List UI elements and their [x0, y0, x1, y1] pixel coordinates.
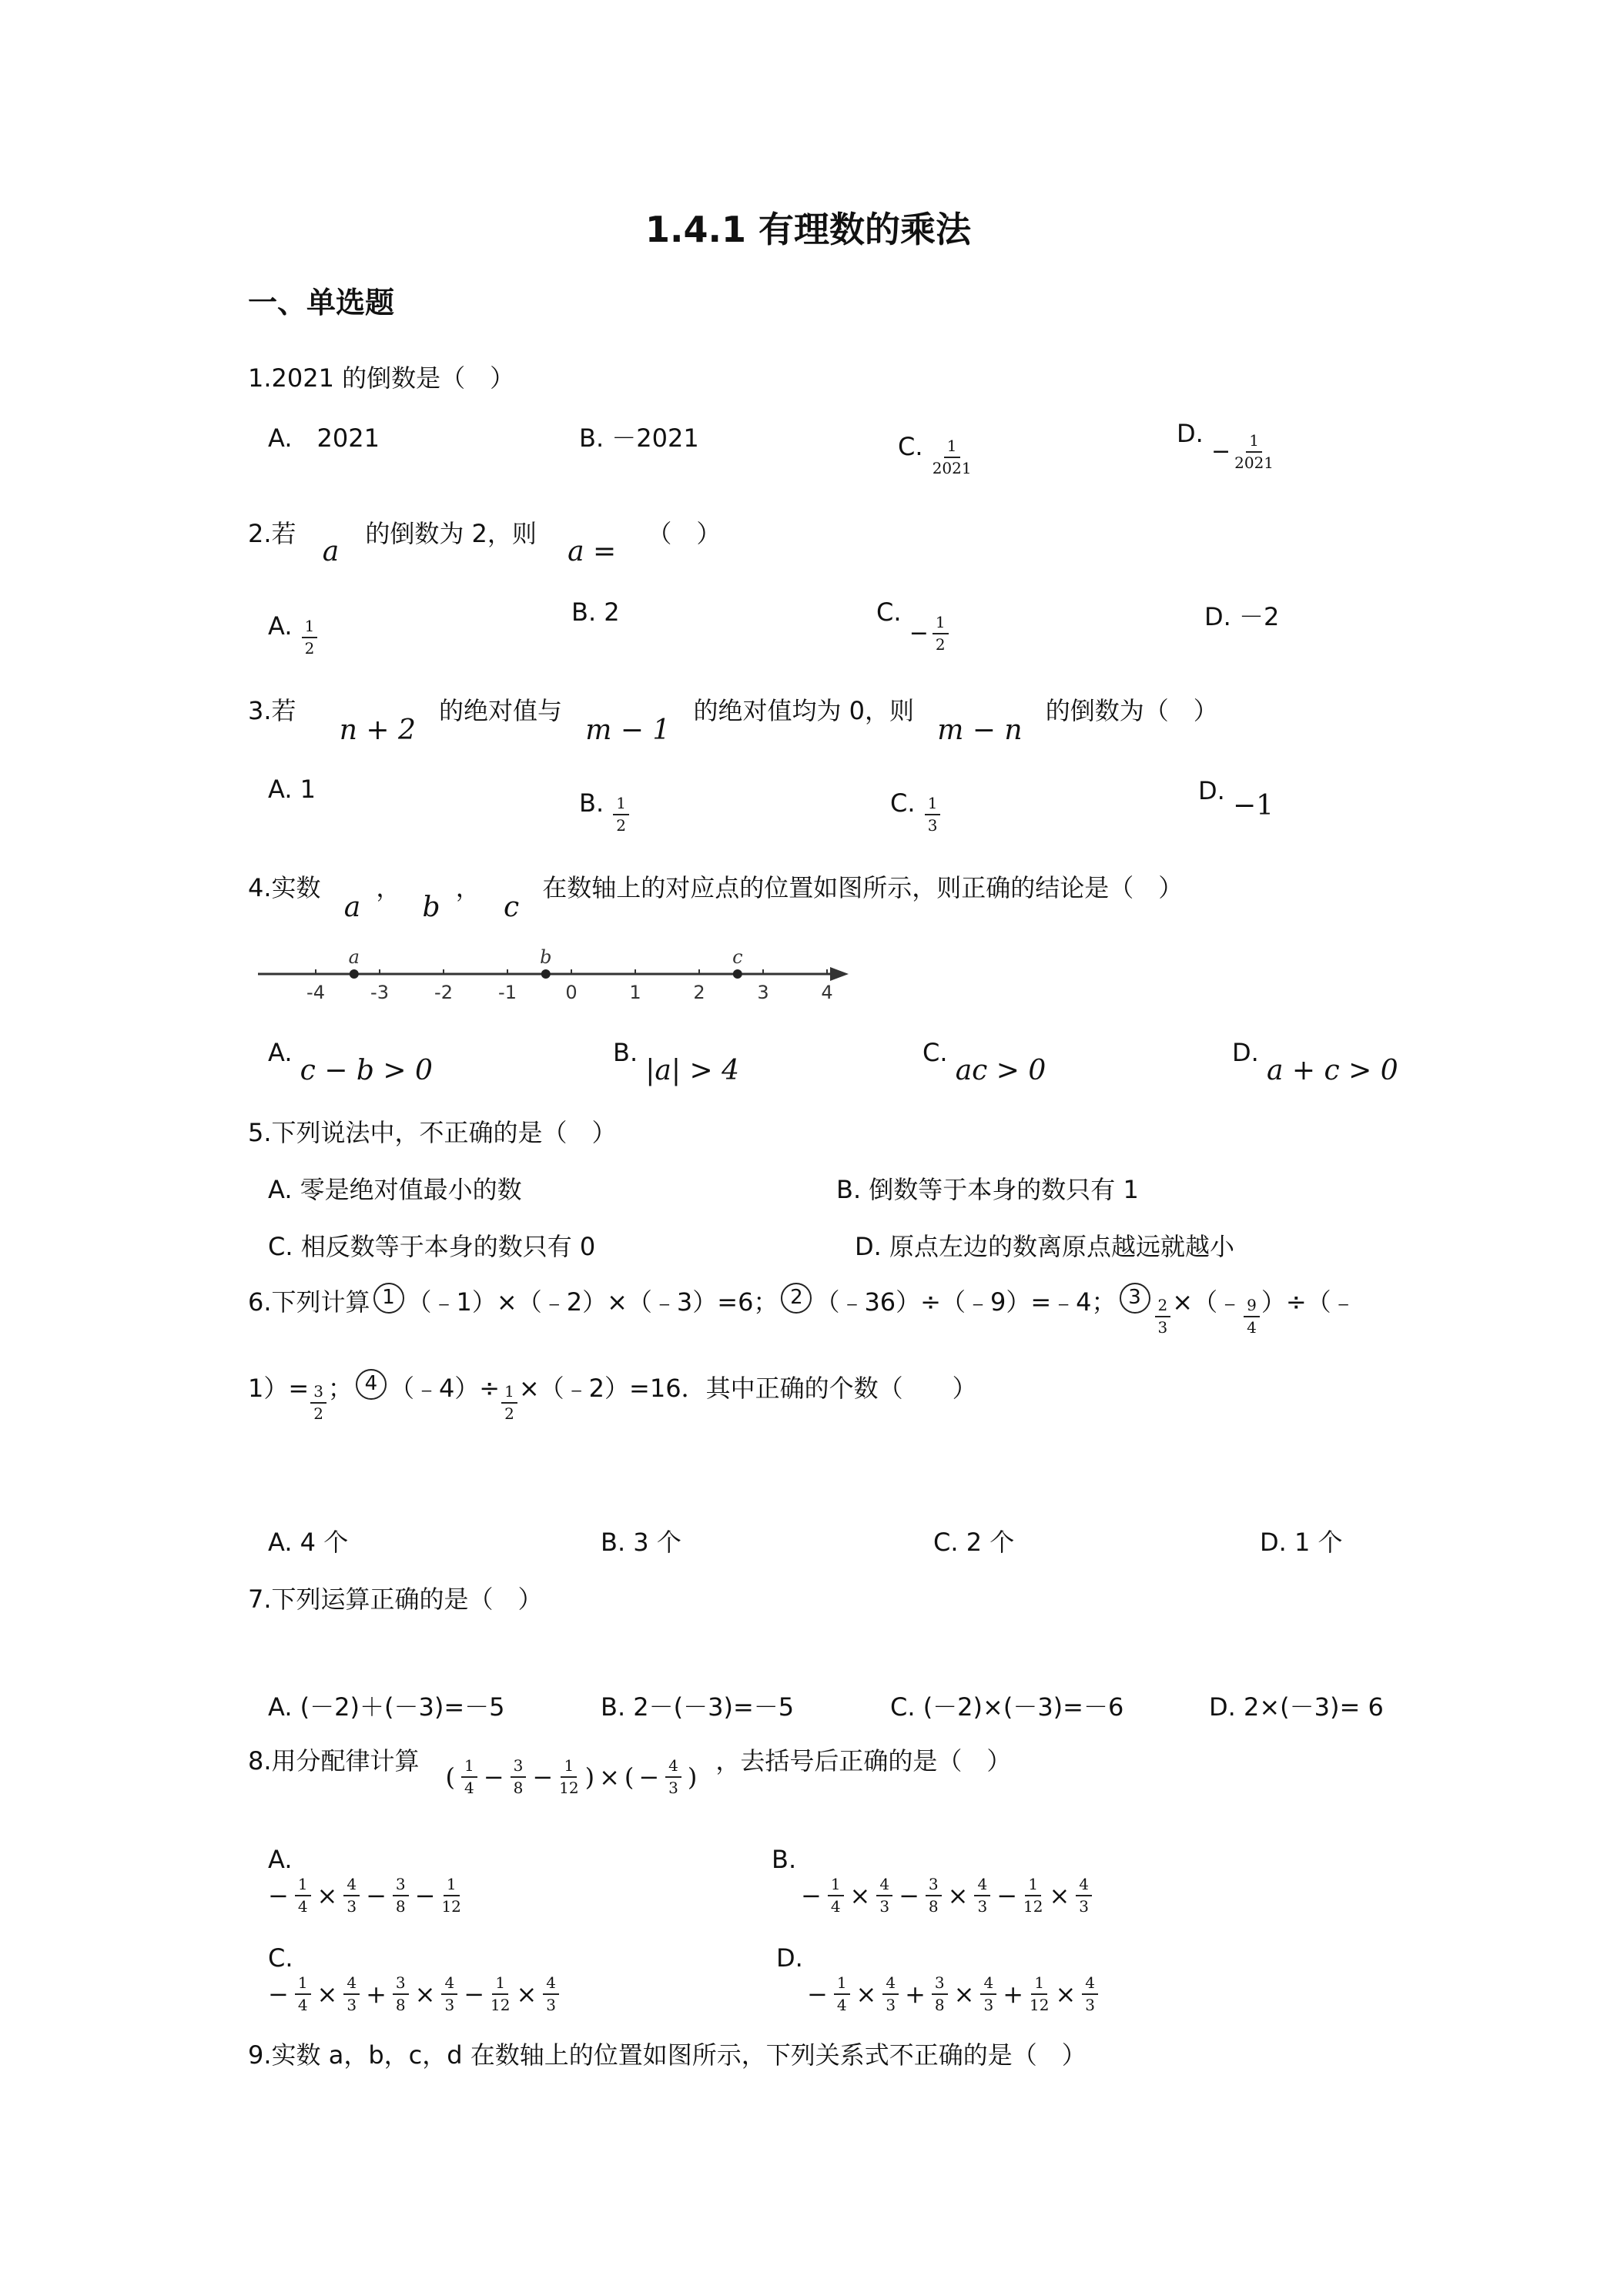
question-4-stem — [248, 869, 1184, 923]
minus-sign: − — [464, 1980, 484, 2009]
q2-option-b: B. 2 — [571, 597, 620, 627]
q8-option-a — [268, 1845, 463, 1916]
q1-d-num: 1 — [1246, 432, 1262, 453]
number-line-point-label: b — [540, 946, 552, 968]
frac-4-3 — [882, 1974, 899, 2014]
number-line-tick-label: 2 — [693, 982, 705, 1003]
q8-paren-open: ( — [445, 1762, 456, 1792]
frac-den: 8 — [513, 1779, 524, 1797]
q6-option-a: A. 4 个 — [268, 1528, 349, 1557]
minus-sign: − — [996, 1881, 1017, 1910]
frac-den: 12 — [441, 1897, 461, 1916]
number-line-tick-label: -4 — [306, 982, 325, 1003]
frac-num: 4 — [1076, 1876, 1092, 1896]
frac-num: 1 — [295, 1974, 311, 1995]
q6-l2-b: ； — [327, 1374, 353, 1403]
q2-p3: （ ） — [647, 519, 722, 548]
q4-b-label: B. — [613, 1038, 638, 1067]
frac-num: 4 — [343, 1974, 360, 1995]
q6-option-c: C. 2 个 — [933, 1528, 1015, 1557]
frac-3-8 — [932, 1974, 948, 2014]
minus-sign: − — [414, 1881, 436, 1910]
q3-expr-3: m − n — [937, 715, 1023, 746]
frac-num: 4 — [1082, 1974, 1098, 1995]
q4-d-label: D. — [1232, 1038, 1259, 1067]
q4-sep1: ， — [376, 873, 401, 902]
frac-num: 1 — [492, 1974, 508, 1995]
frac-den: 12 — [1030, 1996, 1050, 2014]
q8-paren-open-2: ( — [624, 1762, 635, 1792]
frac-den: 4 — [830, 1897, 841, 1916]
q3-p4: 的倒数为（ ） — [1045, 696, 1218, 725]
question-8-stem — [248, 1742, 1011, 1797]
minus-sign: − — [366, 1881, 387, 1910]
question-6-line-1 — [248, 1283, 1356, 1337]
q8-a-label: A. — [268, 1845, 293, 1874]
number-line-tick-label: 1 — [629, 982, 641, 1003]
minus-sign: − — [532, 1762, 554, 1792]
q6-l1-b: （﹣1）×（﹣2）×（﹣3）=6； — [407, 1287, 779, 1317]
frac-den: 3 — [879, 1897, 890, 1916]
q3-option-b — [579, 775, 631, 835]
frac-den: 4 — [836, 1996, 847, 2014]
times-sign: × — [849, 1881, 871, 1910]
times-sign: × — [1055, 1980, 1077, 2009]
q1-option-b: B. －2021 — [579, 423, 699, 453]
frac-num: 1 — [561, 1757, 577, 1778]
number-line-tick-label: -3 — [370, 982, 389, 1003]
q6-f4-num: 1 — [501, 1383, 517, 1404]
frac-den: 3 — [347, 1897, 357, 1916]
frac-num: 4 — [343, 1876, 360, 1896]
frac-den: 3 — [977, 1897, 988, 1916]
frac-4-3 — [343, 1876, 360, 1916]
frac-4-3 — [1082, 1974, 1098, 2014]
frac-4-3 — [876, 1876, 892, 1916]
frac-3-8 — [393, 1974, 409, 2014]
q3-expr-2: m − 1 — [585, 715, 671, 746]
q2-option-a — [268, 597, 319, 658]
q2-option-d: D. －2 — [1204, 602, 1280, 631]
q3-option-d — [1198, 775, 1274, 822]
frac-den: 3 — [444, 1996, 455, 2014]
frac-num: 4 — [665, 1757, 681, 1778]
q1-c-label: C. — [898, 432, 923, 461]
q6-l1-a: 6.下列计算 — [248, 1287, 370, 1317]
minus-sign: − — [638, 1762, 660, 1792]
times-sign: × — [599, 1762, 620, 1792]
frac-den: 4 — [297, 1897, 308, 1916]
q2-a-num: 1 — [302, 618, 318, 638]
q6-l2-c: （﹣4）÷ — [389, 1374, 501, 1403]
q6-option-d: D. 1 个 — [1260, 1528, 1343, 1557]
times-sign: × — [953, 1980, 975, 2009]
number-line-figure — [254, 943, 855, 1005]
q2-expr: a = — [568, 536, 617, 567]
q4-c-label: C. — [922, 1038, 948, 1067]
q3-p2: 的绝对值与 — [439, 696, 563, 725]
q6-option-b: B. 3 个 — [601, 1528, 681, 1557]
q6-f1-den: 3 — [1157, 1318, 1168, 1337]
q4-p1: 4.实数 — [248, 873, 321, 902]
q3-c-num: 1 — [925, 795, 941, 815]
circled-number-2: 2 — [781, 1283, 812, 1314]
q8-d-expr — [807, 1974, 1100, 2014]
q8-paren-close: ) — [584, 1762, 595, 1792]
q3-d-label: D. — [1198, 776, 1225, 805]
number-line-point-c — [733, 969, 742, 979]
frac-num: 3 — [393, 1876, 409, 1896]
q3-b-fraction — [613, 795, 629, 835]
frac-num: 1 — [834, 1974, 850, 1995]
frac-num: 3 — [511, 1757, 527, 1778]
q3-option-c — [890, 775, 942, 835]
question-6-line-2 — [248, 1369, 977, 1423]
frac-4-3 — [441, 1974, 457, 2014]
q3-b-label: B. — [579, 788, 604, 818]
q6-f4-den: 2 — [504, 1404, 514, 1423]
frac-den: 3 — [668, 1779, 678, 1797]
minus-sign: − — [807, 1980, 828, 2009]
number-line-tick-label: -2 — [434, 982, 453, 1003]
frac-den: 8 — [395, 1996, 406, 2014]
q1-d-fraction — [1234, 432, 1274, 472]
frac-den: 8 — [928, 1897, 939, 1916]
times-sign: × — [316, 1881, 338, 1910]
frac-den: 3 — [1085, 1996, 1095, 2014]
q8-option-d — [776, 1943, 1100, 2014]
question-9-stem: 9.实数 a，b，c，d 在数轴上的位置如图所示，下列关系式不正确的是（ ） — [248, 2040, 1087, 2070]
q4-p2: 在数轴上的对应点的位置如图所示，则正确的结论是（ ） — [542, 873, 1184, 902]
q3-c-den: 3 — [927, 816, 938, 835]
number-line-point-b — [541, 969, 551, 979]
frac-num: 1 — [828, 1876, 844, 1896]
q4-option-a — [268, 1036, 433, 1086]
q7-option-c: C. (－2)×(－3)=－6 — [890, 1692, 1124, 1722]
frac-3-8 — [393, 1876, 409, 1916]
q3-c-fraction — [925, 795, 941, 835]
frac-1-12 — [491, 1974, 510, 2014]
question-1-stem: 1.2021 的倒数是（ ） — [248, 363, 515, 393]
q6-frac-9-4 — [1244, 1297, 1260, 1337]
q3-p1: 3.若 — [248, 696, 296, 725]
q2-a-label: A. — [268, 611, 293, 641]
frac-num: 4 — [980, 1974, 996, 1995]
q3-expr-1: n + 2 — [339, 715, 416, 746]
minus-sign: − — [899, 1881, 919, 1910]
frac-1-4 — [828, 1876, 844, 1916]
frac-4-3 — [665, 1757, 681, 1797]
q2-c-fraction — [933, 614, 949, 654]
q8-d-label: D. — [776, 1943, 803, 1973]
frac-1-12 — [559, 1757, 578, 1797]
q6-f3-den: 2 — [313, 1404, 323, 1423]
q3-option-a: A. 1 — [268, 775, 316, 804]
q1-c-num: 1 — [944, 437, 960, 458]
page-title: 1.4.1 有理数的乘法 — [645, 209, 971, 250]
q4-option-c — [922, 1036, 1046, 1086]
q6-frac-2-3 — [1155, 1297, 1171, 1337]
times-sign: × — [316, 1980, 338, 2009]
q8-c-label: C. — [268, 1943, 293, 1973]
q7-option-a: A. (－2)＋(－3)=－5 — [268, 1692, 505, 1722]
frac-num: 4 — [441, 1974, 457, 1995]
q1-d-expr — [1211, 432, 1275, 472]
q2-var-a: a — [322, 536, 340, 567]
frac-den: 12 — [491, 1996, 511, 2014]
q2-c-label: C. — [876, 597, 902, 627]
frac-1-4 — [461, 1757, 477, 1797]
q2-p2: 的倒数为 2，则 — [365, 519, 537, 548]
q3-p3: 的绝对值均为 0，则 — [693, 696, 915, 725]
frac-4-3 — [974, 1876, 990, 1916]
frac-num: 4 — [876, 1876, 892, 1896]
q1-d-sign: − — [1210, 438, 1231, 465]
q6-l1-d: ×（﹣ — [1172, 1287, 1243, 1317]
frac-4-3 — [543, 1974, 559, 2014]
number-line-point-label: a — [348, 946, 360, 968]
frac-num: 1 — [461, 1757, 477, 1778]
frac-1-12 — [1023, 1876, 1043, 1916]
q2-c-expr — [909, 614, 950, 654]
frac-num: 3 — [932, 1974, 948, 1995]
q3-b-den: 2 — [616, 816, 627, 835]
q1-c-fraction — [933, 437, 972, 477]
q1-option-c — [898, 419, 973, 477]
q4-b-expr: |a| > 4 — [645, 1055, 739, 1086]
frac-1-4 — [295, 1974, 311, 2014]
frac-num: 4 — [882, 1974, 899, 1995]
q8-p2: ，去括号后正确的是（ ） — [715, 1746, 1012, 1776]
q6-f3-num: 3 — [310, 1383, 326, 1404]
section-heading: 一、单选题 — [248, 286, 395, 320]
frac-4-3 — [343, 1974, 360, 2014]
frac-1-4 — [295, 1876, 311, 1916]
circled-number-4: 4 — [356, 1369, 387, 1400]
frac-1-12 — [441, 1876, 460, 1916]
q6-f2-num: 9 — [1244, 1297, 1260, 1317]
q4-a-label: A. — [268, 1038, 293, 1067]
q7-option-d: D. 2×(－3)= 6 — [1209, 1692, 1384, 1722]
q8-paren-close-2: ) — [687, 1762, 698, 1792]
frac-1-4 — [834, 1974, 850, 2014]
q2-c-sign: − — [909, 620, 929, 647]
frac-num: 1 — [295, 1876, 311, 1896]
q6-l1-e: ）÷（﹣ — [1261, 1287, 1356, 1317]
q3-c-label: C. — [890, 788, 916, 818]
frac-num: 1 — [444, 1876, 460, 1896]
question-7-stem: 7.下列运算正确的是（ ） — [248, 1585, 543, 1614]
frac-den: 12 — [559, 1779, 579, 1797]
q8-option-c — [268, 1943, 561, 2014]
q1-option-d — [1177, 419, 1275, 472]
frac-num: 4 — [543, 1974, 559, 1995]
number-line-tick-label: 4 — [821, 982, 833, 1003]
frac-num: 4 — [974, 1876, 990, 1896]
frac-4-3 — [980, 1974, 996, 2014]
q8-option-b — [772, 1845, 1093, 1916]
q8-a-expr — [268, 1876, 463, 1916]
minus-sign: − — [268, 1881, 289, 1910]
question-2-stem — [248, 514, 722, 567]
q5-option-a: A. 零是绝对值最小的数 — [268, 1175, 522, 1204]
frac-den: 12 — [1023, 1897, 1043, 1916]
frac-4-3 — [1076, 1876, 1092, 1916]
q7-option-b: B. 2－(－3)=－5 — [601, 1692, 795, 1722]
frac-num: 3 — [926, 1876, 942, 1896]
number-line-tick-label: -1 — [498, 982, 517, 1003]
question-3-stem — [248, 691, 1218, 746]
plus-sign: + — [905, 1980, 926, 2009]
frac-den: 3 — [1079, 1897, 1089, 1916]
number-line-tick-label: 0 — [565, 982, 578, 1003]
q4-option-b — [613, 1036, 739, 1086]
times-sign: × — [414, 1980, 436, 2009]
q8-b-expr — [801, 1876, 1093, 1916]
number-line-tick-label: 3 — [757, 982, 769, 1003]
frac-den: 8 — [934, 1996, 945, 2014]
q3-b-num: 1 — [613, 795, 629, 815]
q4-option-d — [1232, 1036, 1398, 1086]
times-sign: × — [856, 1980, 877, 2009]
q8-expression — [446, 1757, 698, 1797]
minus-sign: − — [801, 1881, 822, 1910]
q2-c-num: 1 — [933, 614, 949, 634]
circled-number-3: 3 — [1120, 1283, 1150, 1314]
q2-option-c — [876, 597, 950, 654]
number-line-point-label: c — [732, 946, 743, 968]
q8-p1: 8.用分配律计算 — [248, 1746, 420, 1776]
frac-den: 8 — [395, 1897, 406, 1916]
q4-var-c: c — [503, 892, 520, 923]
minus-sign: − — [483, 1762, 504, 1792]
frac-num: 1 — [1025, 1876, 1041, 1896]
q4-sep2: ， — [455, 873, 481, 902]
q5-option-b: B. 倒数等于本身的数只有 1 — [836, 1175, 1139, 1204]
q5-option-c: C. 相反数等于本身的数只有 0 — [268, 1232, 596, 1261]
q6-l1-c: （﹣36）÷（﹣9）=﹣4； — [815, 1287, 1117, 1317]
q6-l2-d: ×（﹣2）=16．其中正确的个数（ ） — [518, 1374, 977, 1403]
frac-den: 3 — [347, 1996, 357, 2014]
frac-3-8 — [926, 1876, 942, 1916]
frac-num: 3 — [393, 1974, 409, 1995]
number-line-point-a — [350, 969, 359, 979]
q4-d-expr: a + c > 0 — [1266, 1055, 1398, 1086]
frac-1-12 — [1030, 1974, 1049, 2014]
frac-den: 4 — [297, 1996, 308, 2014]
q4-c-expr: ac > 0 — [955, 1055, 1046, 1086]
frac-den: 4 — [464, 1779, 474, 1797]
plus-sign: + — [366, 1980, 387, 2009]
q1-d-label: D. — [1177, 419, 1204, 448]
times-sign: × — [1049, 1881, 1070, 1910]
q8-c-expr — [268, 1974, 561, 2014]
q4-a-expr: c − b > 0 — [300, 1055, 433, 1086]
frac-3-8 — [511, 1757, 527, 1797]
frac-den: 3 — [983, 1996, 994, 2014]
q8-b-label: B. — [772, 1845, 797, 1874]
minus-sign: − — [268, 1980, 289, 2009]
question-5-stem: 5.下列说法中，不正确的是（ ） — [248, 1118, 617, 1147]
number-line-arrow — [830, 967, 849, 981]
q4-var-a: a — [343, 892, 361, 923]
number-line — [258, 946, 849, 1003]
q5-option-d: D. 原点左边的数离原点越远就越小 — [855, 1232, 1234, 1261]
q1-c-den: 2021 — [932, 459, 972, 477]
circled-number-1: 1 — [373, 1283, 404, 1314]
q6-f2-den: 4 — [1247, 1318, 1257, 1337]
q6-frac-3-2 — [310, 1383, 326, 1423]
times-sign: × — [516, 1980, 537, 2009]
frac-num: 1 — [1031, 1974, 1047, 1995]
times-sign: × — [947, 1881, 969, 1910]
q2-a-fraction — [302, 618, 318, 658]
q3-d-expr: −1 — [1232, 790, 1274, 822]
q6-f1-num: 2 — [1155, 1297, 1171, 1317]
q1-d-den: 2021 — [1234, 453, 1274, 472]
q6-l2-a: 1）= — [248, 1374, 310, 1403]
q1-option-a: A. 2021 — [268, 423, 380, 453]
q6-frac-1-2 — [501, 1383, 517, 1423]
frac-den: 3 — [886, 1996, 896, 2014]
q4-var-b: b — [422, 892, 440, 923]
frac-den: 3 — [546, 1996, 556, 2014]
q2-a-den: 2 — [304, 639, 315, 658]
q2-p1: 2.若 — [248, 519, 296, 548]
q2-c-den: 2 — [935, 634, 946, 654]
plus-sign: + — [1003, 1980, 1023, 2009]
